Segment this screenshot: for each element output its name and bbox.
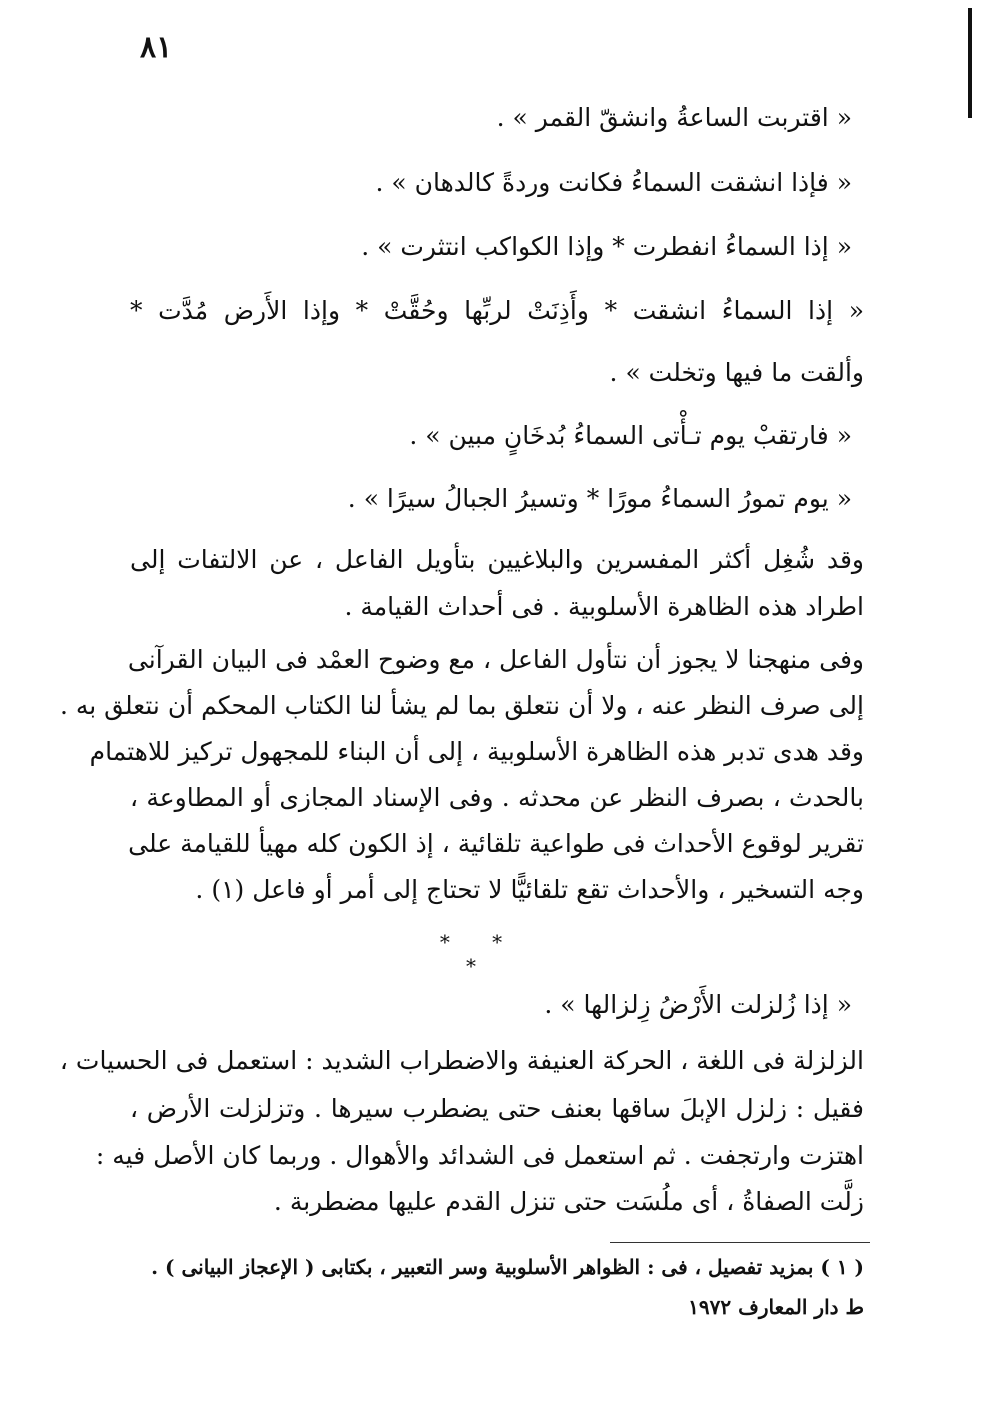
- paragraph-line: اطراد هذه الظاهرة الأسلوبية . فى أحداث القيامة .: [344, 592, 864, 621]
- page-number: ٨١: [140, 30, 173, 65]
- section-separator: * * *: [439, 930, 521, 978]
- paragraph-line: وقد هدى تدبر هذه الظاهرة الأسلوبية ، إلى أن البناء للمجهول تركيز للاهتمام: [89, 737, 864, 766]
- scan-edge-mark: [968, 8, 972, 118]
- paragraph-line: اهتزت وارتجفت . ثم استعمل فى الشدائد والأهوال . وربما كان الأصل فيه :: [95, 1141, 864, 1170]
- paragraph-line: تقرير لوقوع الأحداث فى طواعية تلقائية ، إذ الكون كله مهيأ للقيامة على: [128, 829, 864, 858]
- paragraph-line: إلى صرف النظر عنه ، ولا أن نتعلق بما لم يشأ لنا الكتاب المحكم أن نتعلق به .: [59, 691, 864, 720]
- paragraph-line: بالحدث ، بصرف النظر عن محدثه . وفى الإسناد المجازى أو المطاوعة ،: [130, 783, 864, 812]
- footnote-divider: [610, 1242, 870, 1243]
- paragraph-line: الزلزلة فى اللغة ، الحركة العنيفة والاضطراب الشديد : استعمل فى الحسيات ،: [59, 1046, 864, 1075]
- heading-quote: « إذا زُلزلت الأَرْضُ زِلزالها » .: [544, 990, 852, 1019]
- quote-line: « إذا السماءُ انفطرت * وإذا الكواكب انتثرت » .: [361, 232, 852, 261]
- quote-line: « فارتقبْ يوم تـأْتى السماءُ بُدخَانٍ مبين » .: [409, 421, 852, 450]
- quote-line: وألقت ما فيها وتخلت » .: [609, 358, 864, 387]
- footnote-line: ط دار المعارف ١٩٧٢: [688, 1295, 864, 1319]
- quote-line: « فإذا انشقت السماءُ فكانت وردةً كالدهان » .: [375, 168, 852, 197]
- paragraph-line: فقيل : زلزل الإبلَ ساقها بعنف حتى يضطرب سيرها . وتزلزلت الأرض ،: [130, 1094, 864, 1123]
- paragraph-line: زلَّت الصفاةُ ، أى ملُسَت حتى تنزل القدم عليها مضطربة .: [273, 1187, 864, 1216]
- quote-line: « يوم تمورُ السماءُ مورًا * وتسيرُ الجبالُ سيرًا » .: [347, 484, 852, 513]
- paragraph-line: وقد شُغِل أكثر المفسرين والبلاغيين بتأويل الفاعل ، عن الالتفات إلى: [130, 545, 864, 574]
- quote-line: « إذا السماءُ انشقت * وأَذِنَتْ لربِّها وحُقَّتْ * وإذا الأَرض مُدَّت *: [130, 296, 864, 325]
- paragraph-line: وجه التسخير ، والأحداث تقع تلقائيًّا لا تحتاج إلى أمر أو فاعل (١) .: [195, 875, 864, 904]
- quote-line: « اقتربت الساعةُ وانشقّ القمر » .: [496, 103, 852, 132]
- footnote-line: ( ١ ) بمزيد تفصيل ، فى : الظواهر الأسلوبية وسر التعبير ، بكتابى ( الإعجاز البيانى ) .: [151, 1255, 864, 1279]
- paragraph-line: وفى منهجنا لا يجوز أن نتأول الفاعل ، مع وضوح العمْد فى البيان القرآنى: [127, 645, 864, 674]
